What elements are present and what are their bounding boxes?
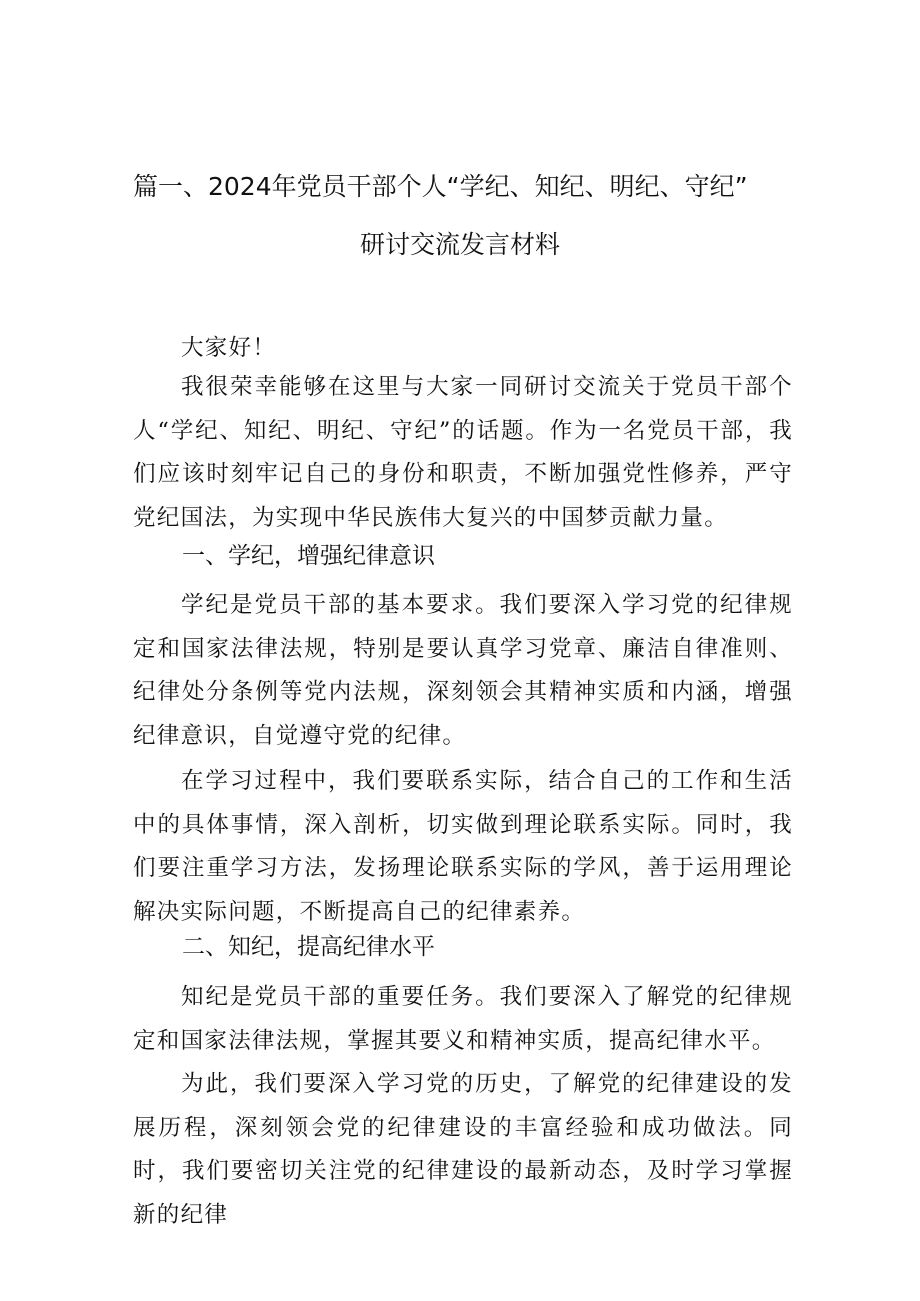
intro-paragraph: 我很荣幸能够在这里与大家一同研讨交流关于党员干部个人“学纪、知纪、明纪、守纪”的话题。作为一名党员干部，我们应该时刻牢记自己的身份和职责，不断加强党性修养，严守党纪国法，为实现中华民族伟大复兴的中国梦贡献力量。 [133,374,793,531]
section1-paragraph1: 学纪是党员干部的基本要求。我们要深入学习党的纪律规定和国家法律法规，特别是要认真学习党章、廉洁自律准则、纪律处分条例等党内法规，深刻领会其精神实质和内涵，增强纪律意识，自觉遵守党的纪律。 [133,592,793,749]
section1-paragraph2: 在学习过程中，我们要联系实际，结合自己的工作和生活中的具体事情，深入剖析，切实做到理论联系实际。同时，我们要注重学习方法，发扬理论联系实际的学风，善于运用理论解决实际问题，不断提高自己的纪律素养。 [133,768,793,925]
section2-heading: 二、知纪，提高纪律水平 [182,934,435,960]
document-title-line2: 研讨交流发言材料 [359,230,560,259]
greeting: 大家好！ [181,335,277,361]
document-title-line1: 篇一、2024年党员干部个人“学纪、知纪、明纪、守纪” [133,172,748,201]
section2-paragraph1: 知纪是党员干部的重要任务。我们要深入了解党的纪律规定和国家法律法规，掌握其要义和精神实质，提高纪律水平。 [133,984,793,1054]
section2-paragraph2: 为此，我们要深入学习党的历史，了解党的纪律建设的发展历程，深刻领会党的纪律建设的丰富经验和成功做法。同时，我们要密切关注党的纪律建设的最新动态，及时学习掌握新的纪律 [133,1071,793,1228]
section1-heading: 一、学纪，增强纪律意识 [182,543,435,569]
